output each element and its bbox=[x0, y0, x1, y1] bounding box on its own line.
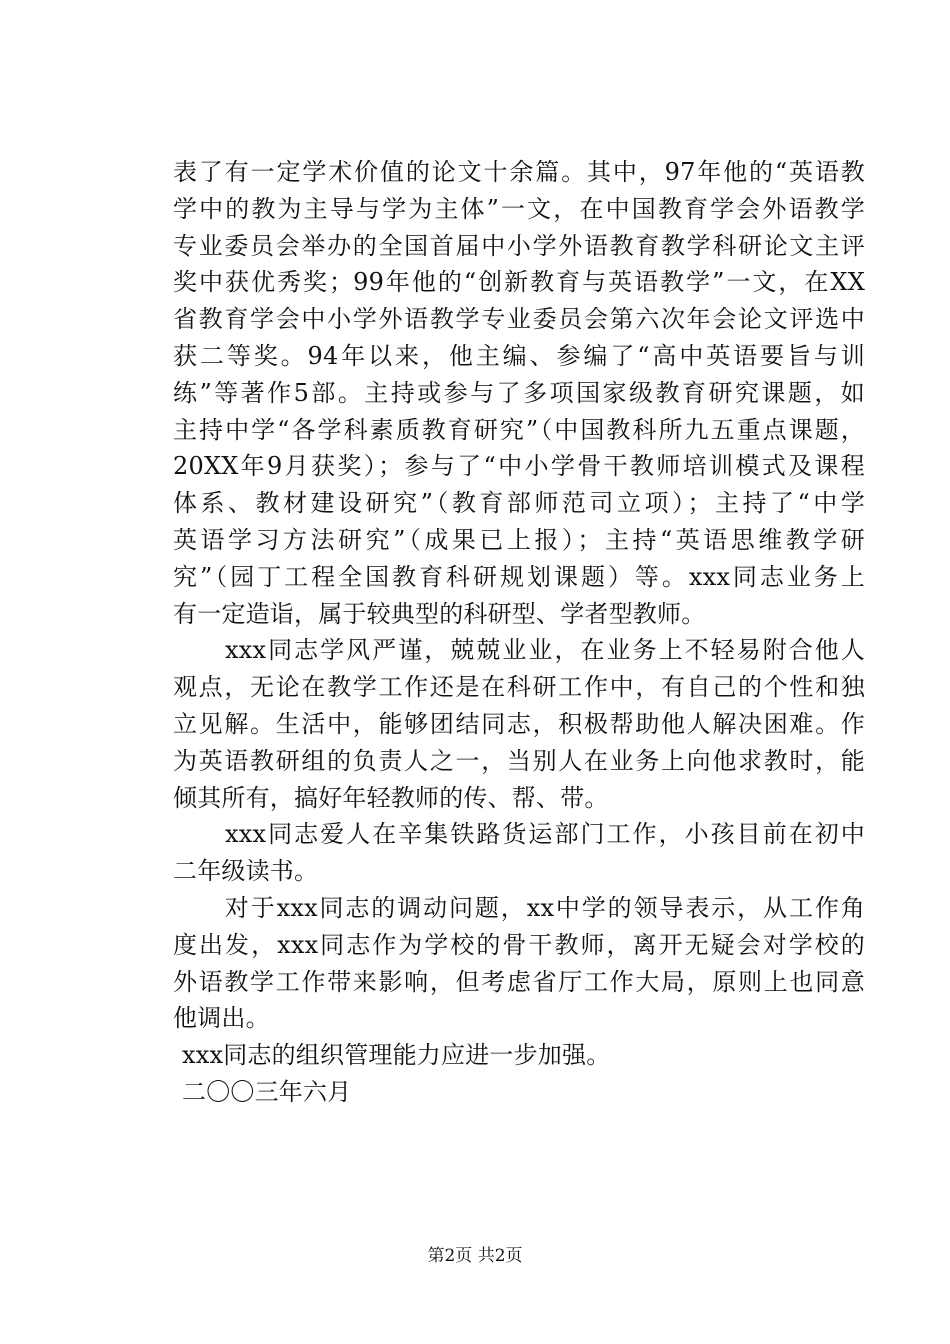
text-line: 对于xxx同志的调动问题，xx中学的领导表示，从工作角 bbox=[173, 893, 865, 922]
text-line: 为英语教研组的负责人之一，当别人在业务上向他求教时，能 bbox=[173, 746, 865, 775]
text-line: 究”（园丁工程全国教育科研规划课题）等。xxx同志业务上 bbox=[173, 562, 865, 591]
text-line: xxx同志的组织管理能力应进一步加强。 bbox=[182, 1041, 611, 1070]
text-line: xxx同志爱人在辛集铁路货运部门工作，小孩目前在初中 bbox=[173, 820, 865, 849]
text-line: 专业委员会举办的全国首届中小学外语教育教学科研论文主评 bbox=[173, 231, 865, 260]
text-line: 主持中学“各学科素质教育研究”（中国教科所九五重点课题， bbox=[173, 415, 865, 444]
text-line: 外语教学工作带来影响，但考虑省厅工作大局，原则上也同意 bbox=[173, 967, 865, 996]
document-body bbox=[173, 154, 865, 1111]
text-line: 倾其所有，搞好年轻教师的传、帮、带。 bbox=[173, 783, 609, 812]
text-line: 学中的教为主导与学为主体”一文，在中国教育学会外语教学 bbox=[173, 194, 865, 223]
text-line: 获二等奖。94年以来，他主编、参编了“高中英语要旨与训 bbox=[173, 341, 865, 370]
date-line: 二〇〇三年六月 bbox=[182, 1077, 352, 1106]
text-line: xxx同志学风严谨，兢兢业业，在业务上不轻易附合他人 bbox=[173, 636, 865, 665]
text-line: 体系、教材建设研究”（教育部师范司立项）；主持了“中学 bbox=[173, 489, 865, 518]
text-line: 奖中获优秀奖；99年他的“创新教育与英语教学”一文，在XX bbox=[173, 268, 865, 297]
text-line: 练”等著作5部。主持或参与了多项国家级教育研究课题，如 bbox=[173, 378, 865, 407]
text-line: 立见解。生活中，能够团结同志，积极帮助他人解决困难。作 bbox=[173, 709, 865, 738]
text-line: 二年级读书。 bbox=[173, 857, 319, 886]
text-line: 观点，无论在教学工作还是在科研工作中，有自己的个性和独 bbox=[173, 673, 865, 702]
text-line: 20XX年9月获奖）；参与了“中小学骨干教师培训模式及课程 bbox=[173, 452, 865, 481]
text-line: 表了有一定学术价值的论文十余篇。其中，97年他的“英语教 bbox=[173, 158, 865, 186]
text-line: 有一定造诣，属于较典型的科研型、学者型教师。 bbox=[173, 599, 706, 628]
page-footer bbox=[0, 1245, 950, 1267]
page-number-label: 第2页 共2页 bbox=[427, 1246, 523, 1266]
text-line: 他调出。 bbox=[173, 1004, 270, 1033]
text-line: 英语学习方法研究”（成果已上报）；主持“英语思维教学研 bbox=[173, 525, 865, 554]
text-line: 度出发，xxx同志作为学校的骨干教师，离开无疑会对学校的 bbox=[173, 930, 865, 959]
text-line: 省教育学会中小学外语教学专业委员会第六次年会论文评选中 bbox=[173, 305, 865, 334]
